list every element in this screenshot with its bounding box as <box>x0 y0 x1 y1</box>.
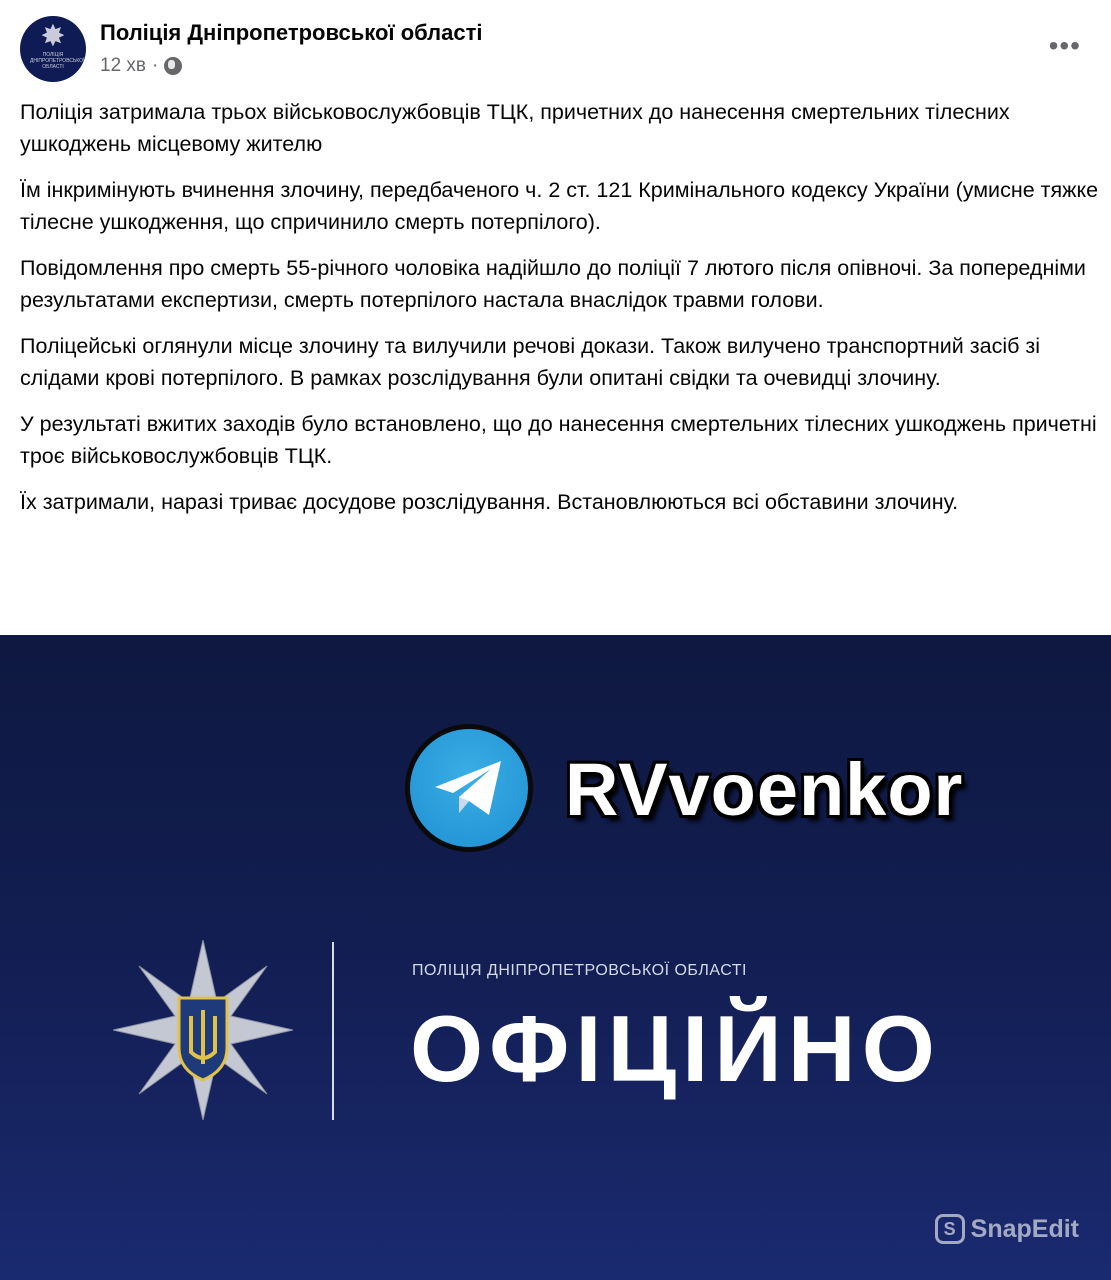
snapedit-icon: S <box>935 1214 965 1244</box>
meta-separator: · <box>152 55 159 76</box>
snapedit-label: SnapEdit <box>970 1214 1079 1243</box>
post-paragraph: У результаті вжитих заходів було встановлено, що до нанесення смертельних тілесних ушкоджень причетні троє військовослужбовців ТЦК. <box>20 412 1097 468</box>
avatar-caption: ПОЛІЦІЯ ДНІПРОПЕТРОВСЬКОЇ ОБЛАСТІ <box>30 52 85 70</box>
post-paragraph: Повідомлення про смерть 55-річного чоловіка надійшло до поліції 7 лютого після опівночі. За попередніми результатами експертизи, смерть потерпілого настала внаслідок травми голови. <box>20 256 1086 312</box>
post-timestamp[interactable]: 12 хв <box>100 55 147 76</box>
image-subtitle: ПОЛІЦІЯ ДНІПРОПЕТРОВСЬКОЇ ОБЛАСТІ <box>412 962 747 979</box>
image-title: ОФІЦІЙНО <box>410 996 941 1101</box>
post-header <box>0 0 1111 100</box>
post-paragraph: Їх затримали, наразі триває досудове розслідування. Встановлюються всі обставини злочину. <box>20 490 959 514</box>
post-meta <box>100 55 182 77</box>
globe-icon <box>164 57 182 75</box>
page-avatar[interactable] <box>20 16 86 82</box>
page-name-link[interactable]: Поліція Дніпропетровської області <box>100 20 483 45</box>
post-text <box>20 96 1100 532</box>
snapedit-watermark <box>935 1214 1079 1244</box>
post-image[interactable] <box>0 635 1111 1280</box>
divider <box>332 942 334 1120</box>
post-paragraph: Їм інкримінують вчинення злочину, передбаченого ч. 2 ст. 121 Кримінального кодексу України (умисне тяжке тілесне ушкодження, що спричинило смерть потерпілого). <box>20 178 1099 234</box>
post-paragraph: Поліцейські оглянули місце злочину та вилучили речові докази. Також вилучено транспортний засіб зі слідами крові потерпілого. В рамках розслідування були опитані свідки та очевидці злочину. <box>20 334 1041 390</box>
more-options-button[interactable]: ••• <box>1048 30 1081 61</box>
post-paragraph: Поліція затримала трьох військовослужбовців ТЦК, причетних до нанесення смертельних тілесних ушкоджень місцевому жителю <box>20 100 1010 156</box>
police-star-icon: ✸ <box>40 20 66 53</box>
police-badge-icon <box>113 940 293 1120</box>
watermark-rvvoenkor: RVvoenkor <box>565 748 964 831</box>
telegram-icon <box>405 724 533 852</box>
